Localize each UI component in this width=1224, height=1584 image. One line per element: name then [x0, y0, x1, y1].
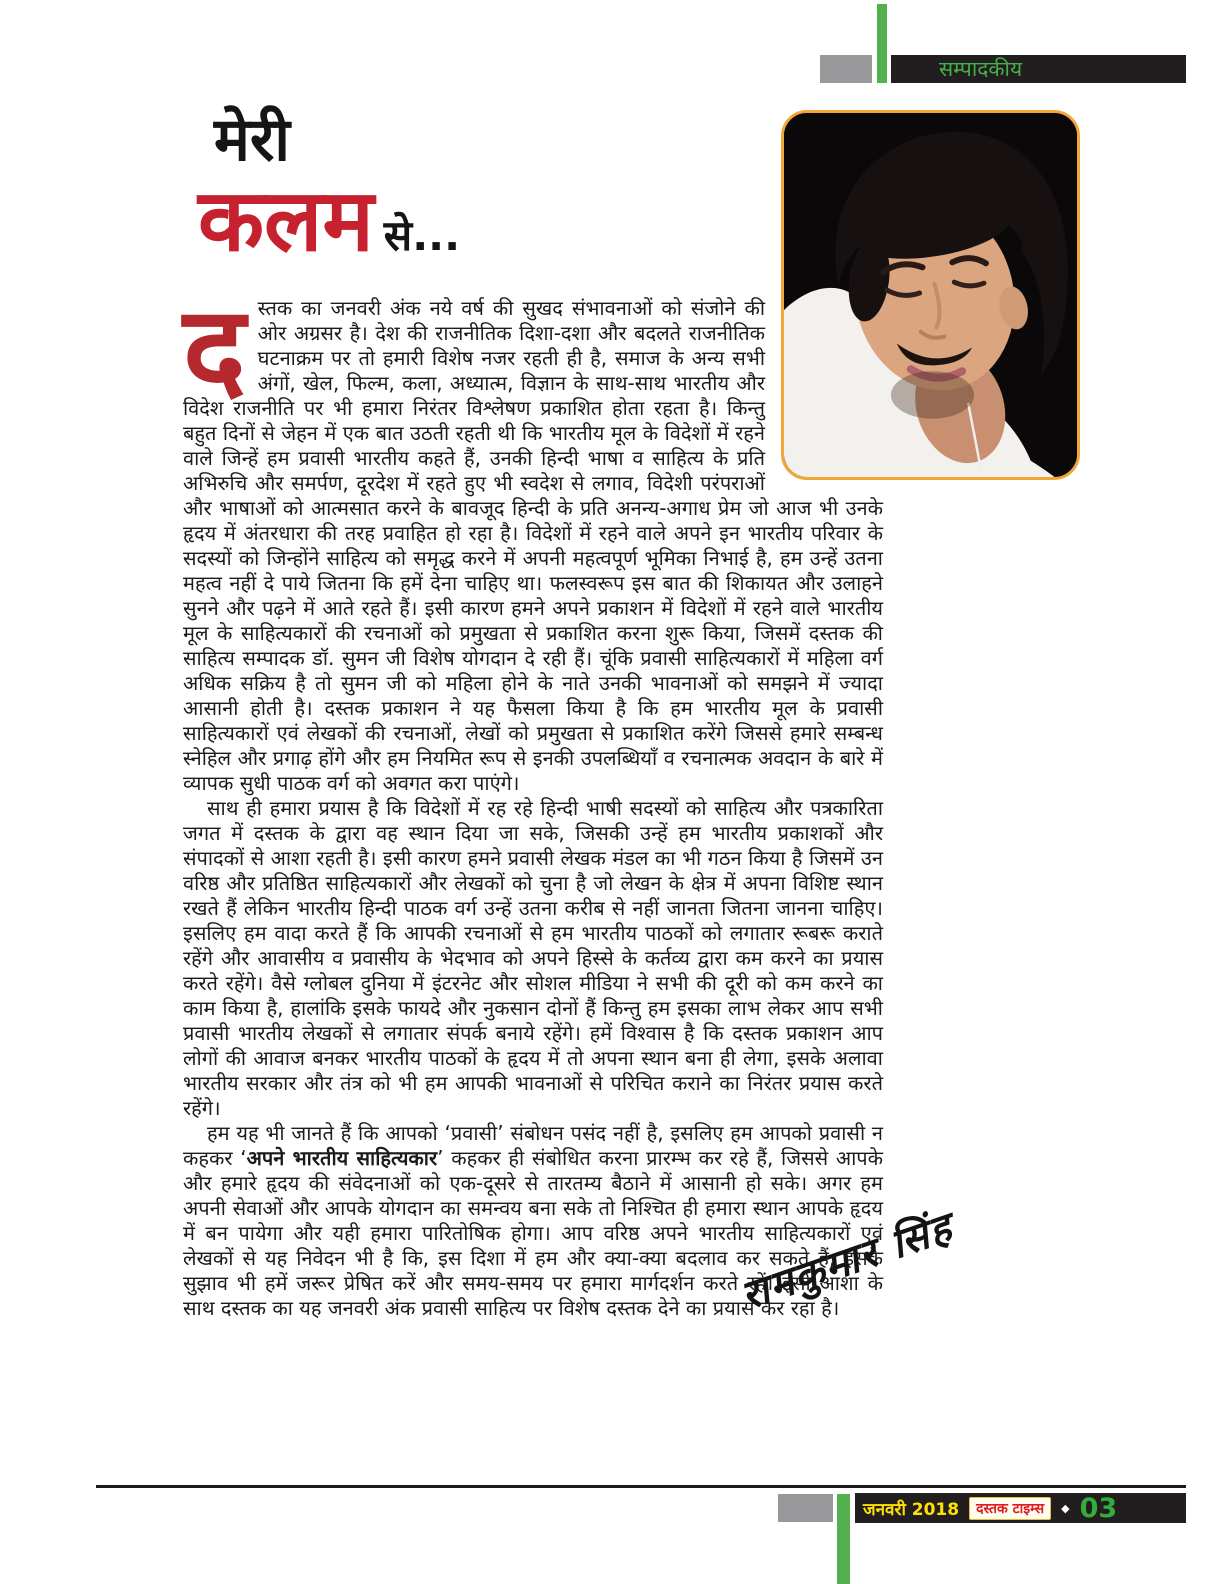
- title-word-3: से...: [383, 211, 461, 260]
- magazine-logo: दस्तक टाइम्स: [969, 1497, 1051, 1520]
- title-word-1: मेरी: [214, 105, 290, 175]
- title-word-2: कलम: [198, 171, 374, 271]
- article-paragraph-1: [183, 280, 883, 796]
- footer-gray-box: [778, 1494, 833, 1522]
- paragraph-3-bold-phrase: अपने भारतीय साहित्यकार: [246, 1146, 438, 1170]
- section-label: सम्पादकीय: [939, 56, 1023, 81]
- footer-bar: [855, 1493, 1186, 1523]
- paragraph-3-text-after: ’ कहकर ही संबोधित करना प्रारम्भ कर रहे हैं, जिससे आपके और हमारे हृदय की संवेदनाओं को एक-दूसरे से तारतम्य बैठाने में आसानी हो सके। अगर हम अपनी सेवाओं और आपके योगदान का समन्वय बना सके तो निश्चित ही हमारा स्थान आपके हृदय में बन पायेगा और यही हमारा पारितोषिक होगा। आप वरिष्ठ अपने भारतीय साहित्यकारों एवं लेखकों से यह निवेदन भी है कि, इस दिशा में हम और क्या-क्या बदलाव कर सकते हैं, इसके सुझाव भी हमें जरूर प्रेषित करें और समय-समय पर हमारा मार्गदर्शन करते रहें। इसी आशा के साथ दस्तक का यह जनवरी अंक प्रवासी साहित्य पर विशेष दस्तक देने का प्रयास कर रहा है।: [183, 1146, 883, 1320]
- page-number: 03: [1079, 1492, 1118, 1524]
- footer-rule: [96, 1485, 1186, 1488]
- header-green-bar: [877, 4, 887, 83]
- header-gray-box: [820, 55, 872, 83]
- page-title: [198, 105, 461, 271]
- paragraph-2-text: साथ ही हमारा प्रयास है कि विदेशों में रह रहे हिन्दी भाषी सदस्यों को साहित्य और पत्रकारिता जगत में दस्तक के द्वारा वह स्थान दिया जा सके, जिसकी उन्हें हम भारतीय प्रकाशकों और संपादकों से आशा रहती है। इसी कारण हमने प्रवासी लेखक मंडल का भी गठन किया है जिसमें उन वरिष्ठ और प्रतिष्ठित साहित्यकारों और लेखकों को चुना है जो लेखन के क्षेत्र में अपना विशिष्ट स्थान रखते हैं लेकिन भारतीय हिन्दी पाठक वर्ग उन्हें उतना करीब से नहीं जानता जितना जानना चाहिए। इसलिए हम वादा करते हैं कि आपकी रचनाओं से हम भारतीय पाठकों को लगातार रूबरू कराते रहेंगे और आवासीय व प्रवासीय के भेदभाव को अपने हिस्से के कर्तव्य द्वारा कम करने का प्रयास करते रहेंगे। वैसे ग्लोबल दुनिया में इंटरनेट और सोशल मीडिया ने सभी की दूरी को कम करने का काम किया है, हालांकि इसके फायदे और नुकसान दोनों हैं किन्तु हम इसका लाभ लेकर आप सभी प्रवासी भारतीय लेखकों से लगातार संपर्क बनाये रहेंगे। हमें विश्वास है कि दस्तक प्रकाशन आप लोगों की आवाज बनकर भारतीय पाठकों के हृदय में तो अपना स्थान बना ही लेगा, इसके अलावा भारतीय सरकार और तंत्र को भी हम आपकी भावनाओं से परिचित कराने का निरंतर प्रयास करते रहेंगे।: [183, 796, 883, 1120]
- footer-issue-date: जनवरी 2018: [863, 1499, 960, 1520]
- editor-signature: रामकुमार सिंह: [735, 1204, 959, 1320]
- photo-wrap-spacer: [765, 296, 883, 476]
- paragraph-1-text: स्तक का जनवरी अंक नये वर्ष की सुखद संभावनाओं को संजोने की ओर अग्रसर है। देश की राजनीतिक दिशा-दशा और बदलते राजनीतिक घटनाक्रम पर तो हमारी विशेष नजर रहती ही है, समाज के अन्य सभी अंगों, खेल, फिल्म, कला, अध्यात्म, विज्ञान के साथ-साथ भारतीय और विदेश राजनीति पर भी हमारा निरंतर विश्लेषण प्रकाशित होता रहता है। किन्तु बहुत दिनों से जेहन में एक बात उठती रहती थी कि भारतीय मूल के विदेशों में रहने वाले जिन्हें हम प्रवासी भारतीय कहते हैं, उनकी हिन्दी भाषा व साहित्य के प्रति अभिरुचि और समर्पण, दूरदेश में रहते हुए भी स्वदेश से लगाव, विदेशी परंपराओं और भाषाओं को आत्मसात करने के बावजूद हिन्दी के प्रति अनन्य-अगाध प्रेम जो आज भी उनके हृदय में अंतरधारा की तरह प्रवाहित हो रहा है। विदेशों में रहने वाले अपने इन भारतीय परिवार के सदस्यों को जिन्होंने साहित्य को समृद्ध करने में अपनी महत्वपूर्ण भूमिका निभाई है, हम उन्हें उतना महत्व नहीं दे पाये जितना कि हमें देना चाहिए था। फलस्वरूप इस बात की शिकायत और उलाहने सुनने और पढ़ने में आते रहते हैं। इसी कारण हमने अपने प्रकाशन में विदेशों में रहने वाले भारतीय मूल के साहित्यकारों की रचनाओं को प्रमुखता से प्रकाशित करना शुरू किया, जिसमें दस्तक की साहित्य सम्पादक डॉ. सुमन जी विशेष योगदान दे रही हैं। चूंकि प्रवासी साहित्यकारों में महिला वर्ग अधिक सक्रिय है तो सुमन जी को महिला होने के नाते उनकी भावनाओं को समझने में ज्यादा आसानी होती है। दस्तक प्रकाशन ने यह फैसला किया है कि हम भारतीय मूल के प्रवासी साहित्यकारों एवं लेखकों की रचनाओं, लेखों को प्रमुखता से प्रकाशित करेंगे जिससे हमारे सम्बन्ध स्नेहिल और प्रगाढ़ होंगे और हम नियमित रूप से इनकी उपलब्धियाँ व रचनात्मक अवदान के बारे में व्यापक सुधी पाठक वर्ग को अवगत करा पाएंगे।: [183, 296, 883, 795]
- paragraph-3-text-before: हम यह भी जानते हैं कि आपको ‘प्रवासी’ संबोधन पसंद नहीं है, इसलिए हम आपको प्रवासी न कहकर ‘: [183, 1121, 883, 1170]
- drop-cap: द: [183, 280, 246, 418]
- article-paragraph-2: [183, 796, 883, 1121]
- section-header-bar: [891, 55, 1186, 83]
- diamond-icon: ◆: [1061, 1501, 1070, 1515]
- footer-green-bar: [837, 1494, 850, 1584]
- article-body: [183, 280, 883, 1321]
